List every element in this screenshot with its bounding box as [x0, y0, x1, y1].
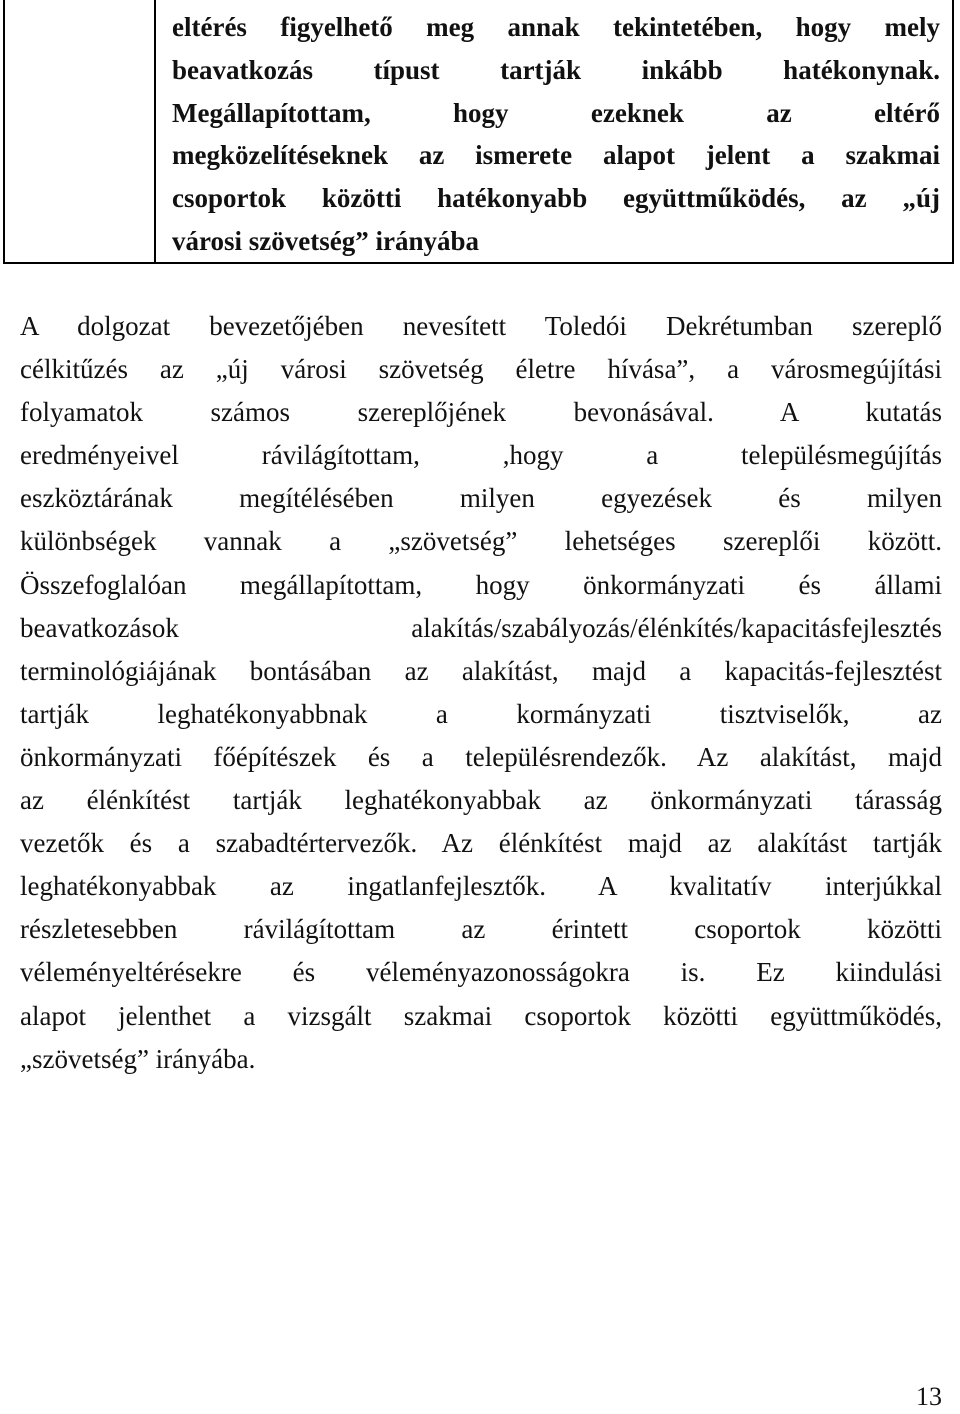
body-line: beavatkozások alakítás/szabályozás/élénkítés/kapacitásfejlesztés	[20, 612, 942, 643]
body-line: „szövetség” irányába.	[20, 1043, 256, 1074]
body-line: eredményeivel rávilágítottam, ,hogy a településmegújítás	[20, 440, 942, 471]
body-line: az élénkítést tartják leghatékonyabbak az önkormányzati tárasság	[20, 785, 942, 816]
table-left-cell	[5, 0, 156, 262]
body-line: vezetők és a szabadtértervezők. Az élénkítést majd az alakítást tartják	[20, 828, 942, 859]
body-line: terminológiájának bontásában az alakítást, majd a kapacitás-fejlesztést	[20, 655, 942, 686]
body-line: önkormányzati főépítészek és a településrendezők. Az alakítást, majd	[20, 741, 942, 772]
summary-table	[3, 0, 954, 264]
body-paragraph	[20, 305, 942, 1081]
body-line: részletesebben rávilágítottam az érintett csoportok közötti	[20, 914, 942, 945]
body-line: alapot jelenthet a vizsgált szakmai csoportok közötti együttműködés,	[20, 1000, 942, 1031]
body-line: eszköztárának megítélésében milyen egyezések és milyen	[20, 483, 942, 514]
table-right-cell	[156, 0, 952, 262]
page-number: 13	[916, 1382, 942, 1411]
body-line: A dolgozat bevezetőjében nevesített Toledói Dekrétumban szereplő	[20, 311, 942, 341]
table-text-line: Megállapítottam, hogy ezeknek az eltérő	[172, 97, 940, 128]
table-text-line: beavatkozás típust tartják inkább hatékonynak.	[172, 54, 940, 85]
table-text-line: városi szövetség” irányába	[172, 225, 479, 256]
body-line: leghatékonyabbak az ingatlanfejlesztők. A kvalitatív interjúkkal	[20, 871, 942, 902]
table-text-line: megközelítéseknek az ismerete alapot jelent a szakmai	[172, 140, 940, 171]
body-line: véleményeltérésekre és véleményazonosságokra is. Ez kiindulási	[20, 957, 942, 988]
table-text-line: csoportok közötti hatékonyabb együttműködés, az „új	[172, 183, 940, 214]
body-line: tartják leghatékonyabbnak a kormányzati tisztviselők, az	[20, 698, 942, 729]
body-line: célkitűzés az „új városi szövetség életre hívása”, a városmegújítási	[20, 354, 942, 385]
body-line: folyamatok számos szereplőjének bevonásával. A kutatás	[20, 397, 942, 428]
table-text-line: eltérés figyelhető meg annak tekintetében, hogy mely	[172, 12, 940, 42]
body-line: Összefoglalóan megállapítottam, hogy önkormányzati és állami	[20, 569, 942, 600]
body-line: különbségek vannak a „szövetség” lehetséges szereplői között.	[20, 526, 942, 557]
